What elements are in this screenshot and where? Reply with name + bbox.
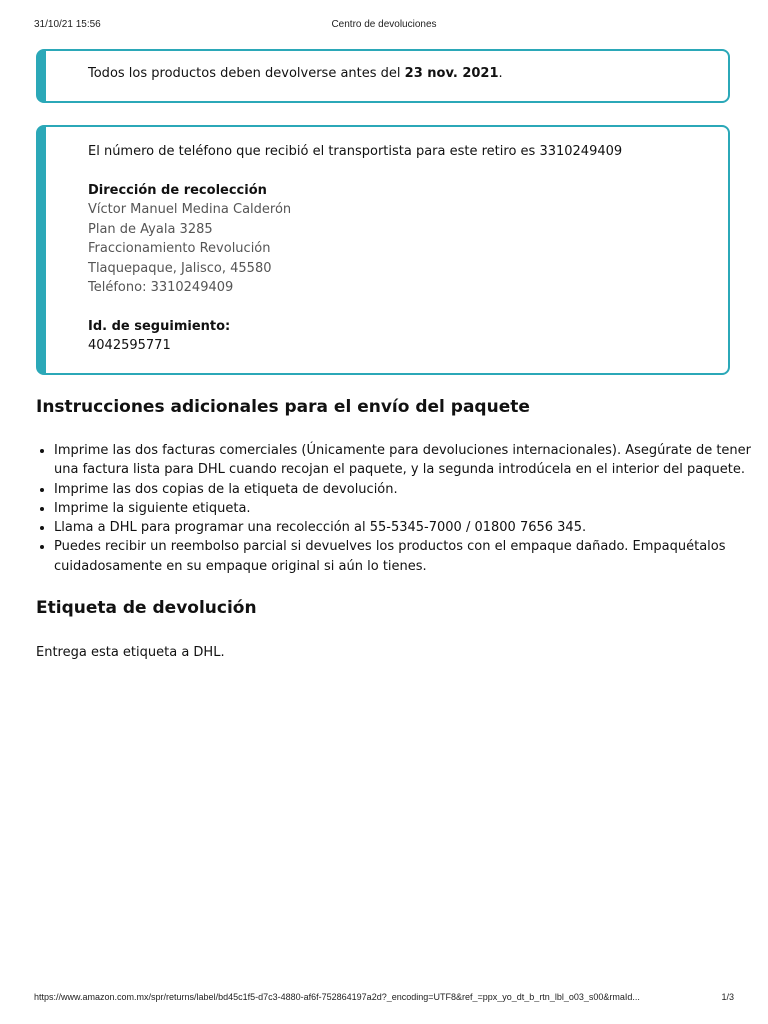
deadline-date: 23 nov. 2021 [404, 66, 499, 81]
address-line-neighborhood: Fraccionamiento Revolución [88, 241, 271, 256]
list-item: • Puedes recibir un reembolso parcial si devuelves los productos con el empaque dañado. Empaquétalos cuidadosamente en su empaque original si aún lo tienes. [54, 537, 754, 576]
print-footer-page-number: 1/3 [721, 992, 734, 1002]
pickup-alert-content [88, 142, 708, 356]
address-line-street: Plan de Ayala 3285 [88, 221, 213, 237]
tracking-heading: Id. de seguimiento: [88, 318, 231, 334]
deadline-prefix: Todos los productos deben devolverse antes del [88, 66, 405, 81]
list-item: • Imprime la siguiente etiqueta. [54, 499, 754, 518]
pickup-alert [36, 125, 730, 375]
deadline-suffix: . [498, 66, 503, 81]
address-line-name: Víctor Manuel Medina Calderón [88, 202, 292, 217]
list-item: • Imprime las dos copias de la etiqueta de devolución. [54, 480, 754, 499]
print-header-datetime: 31/10/21 15:56 [34, 19, 101, 30]
print-footer-url: https://www.amazon.com.mx/spr/returns/label/bd45c1f5-d7c3-4880-af6f-752864197a2d?_encoding=UTF8&ref_=ppx_yo_dt_b_rtn_lbl_o03_s00&rmaId... [34, 992, 640, 1002]
return-label-text: Entrega esta etiqueta a DHL. [36, 645, 225, 660]
instructions-list [36, 441, 754, 576]
instructions-title: Instrucciones adicionales para el envío del paquete [36, 397, 530, 417]
carrier-phone-notice: El número de teléfono que recibió el transportista para este retiro es 3310249409 [88, 144, 623, 159]
return-label-title: Etiqueta de devolución [36, 598, 257, 618]
print-header-title: Centro de devoluciones [331, 19, 437, 30]
address-heading: Dirección de recolección [88, 182, 267, 198]
address-line-city: Tlaquepaque, Jalisco, 45580 [88, 260, 272, 276]
address-line-phone: Teléfono: 3310249409 [88, 280, 234, 295]
list-item: • Imprime las dos facturas comerciales (Únicamente para devoluciones internacionales). Asegúrate de tener una factura lista para DHL cuando recojan el paquete, y la segunda introdúcela en el interior del paquete. [54, 441, 754, 480]
deadline-alert [36, 49, 730, 103]
list-item: • Llama a DHL para programar una recolección al 55-5345-7000 / 01800 7656 345. [54, 518, 754, 537]
deadline-alert-text [88, 66, 503, 81]
tracking-id: 4042595771 [88, 338, 171, 353]
